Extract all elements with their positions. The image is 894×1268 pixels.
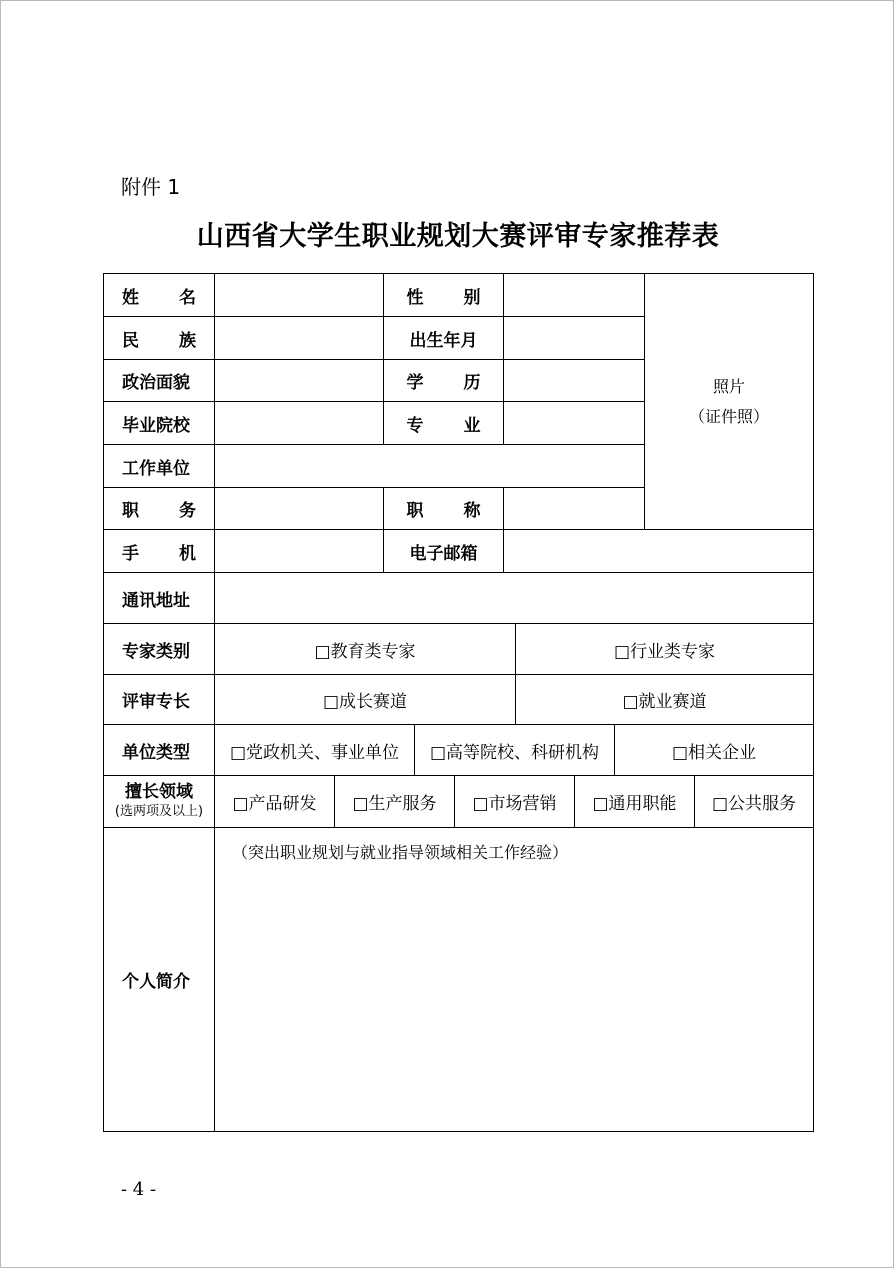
checkbox-government-unit[interactable]: □党政机关、事业单位 [229, 742, 400, 763]
label-unit-type: 单位类型 [122, 742, 190, 763]
label-address: 通讯地址 [122, 590, 190, 611]
photo-note: （证件照） [688, 406, 769, 426]
title-rank-field[interactable] [504, 488, 644, 529]
label-workplace: 工作单位 [122, 458, 190, 479]
checkbox-growth-track[interactable]: □成长赛道 [322, 692, 408, 712]
school-field[interactable] [215, 402, 383, 444]
name-field[interactable] [215, 274, 383, 316]
checkbox-employment-track[interactable]: □就业赛道 [622, 692, 707, 712]
birth-field[interactable] [504, 317, 644, 359]
intro-hint: （突出职业规划与就业指导领域相关工作经验） [232, 843, 569, 862]
education-field[interactable] [504, 360, 644, 401]
label-birth: 出生年月 [409, 330, 478, 351]
label-name: 姓 名 [122, 287, 196, 308]
phone-field[interactable] [215, 530, 383, 572]
label-position: 职 务 [122, 501, 196, 521]
checkbox-public-service[interactable]: □公共服务 [711, 794, 797, 814]
label-email: 电子邮箱 [409, 543, 478, 564]
checkbox-university-research[interactable]: □高等院校、科研机构 [429, 742, 600, 763]
photo-box[interactable] [645, 274, 813, 529]
expertise-note: (选两项及以上) [114, 803, 204, 819]
checkbox-industry-expert[interactable]: □行业类专家 [613, 641, 716, 662]
workplace-field[interactable] [215, 445, 644, 487]
checkbox-related-enterprise[interactable]: □相关企业 [671, 742, 757, 763]
label-major: 专 业 [406, 415, 481, 436]
label-gender: 性 别 [406, 287, 481, 308]
label-ethnicity: 民 族 [122, 330, 196, 351]
label-intro: 个人简介 [122, 972, 190, 992]
major-field[interactable] [504, 402, 644, 444]
checkbox-product-rd[interactable]: □产品研发 [232, 794, 317, 814]
politics-field[interactable] [215, 360, 383, 401]
intro-field[interactable] [215, 828, 813, 1131]
checkbox-education-expert[interactable]: □教育类专家 [314, 641, 416, 662]
label-phone: 手 机 [122, 543, 196, 564]
position-field[interactable] [215, 488, 383, 529]
label-expertise: 擅长领域 (选两项及以上) [104, 776, 214, 827]
ethnicity-field[interactable] [215, 317, 383, 359]
attachment-label: 附件 1 [121, 175, 181, 199]
address-field[interactable] [215, 573, 813, 623]
page-number: - 4 - [121, 1179, 157, 1200]
email-field[interactable] [504, 530, 813, 572]
checkbox-marketing[interactable]: □市场营销 [472, 794, 557, 814]
label-politics: 政治面貌 [122, 373, 190, 393]
form-title: 山西省大学生职业规划大赛评审专家推荐表 [196, 221, 720, 252]
label-expert-type: 专家类别 [122, 641, 190, 662]
label-review-track: 评审专长 [122, 692, 190, 712]
gender-field[interactable] [504, 274, 644, 316]
label-education: 学 历 [406, 373, 481, 393]
label-title-rank: 职 称 [406, 501, 481, 521]
photo-label: 照片 [712, 376, 745, 396]
checkbox-general-functions[interactable]: □通用职能 [592, 794, 677, 814]
label-school: 毕业院校 [122, 415, 190, 436]
recommendation-form-table [103, 273, 814, 1132]
checkbox-production-service[interactable]: □生产服务 [352, 794, 437, 814]
